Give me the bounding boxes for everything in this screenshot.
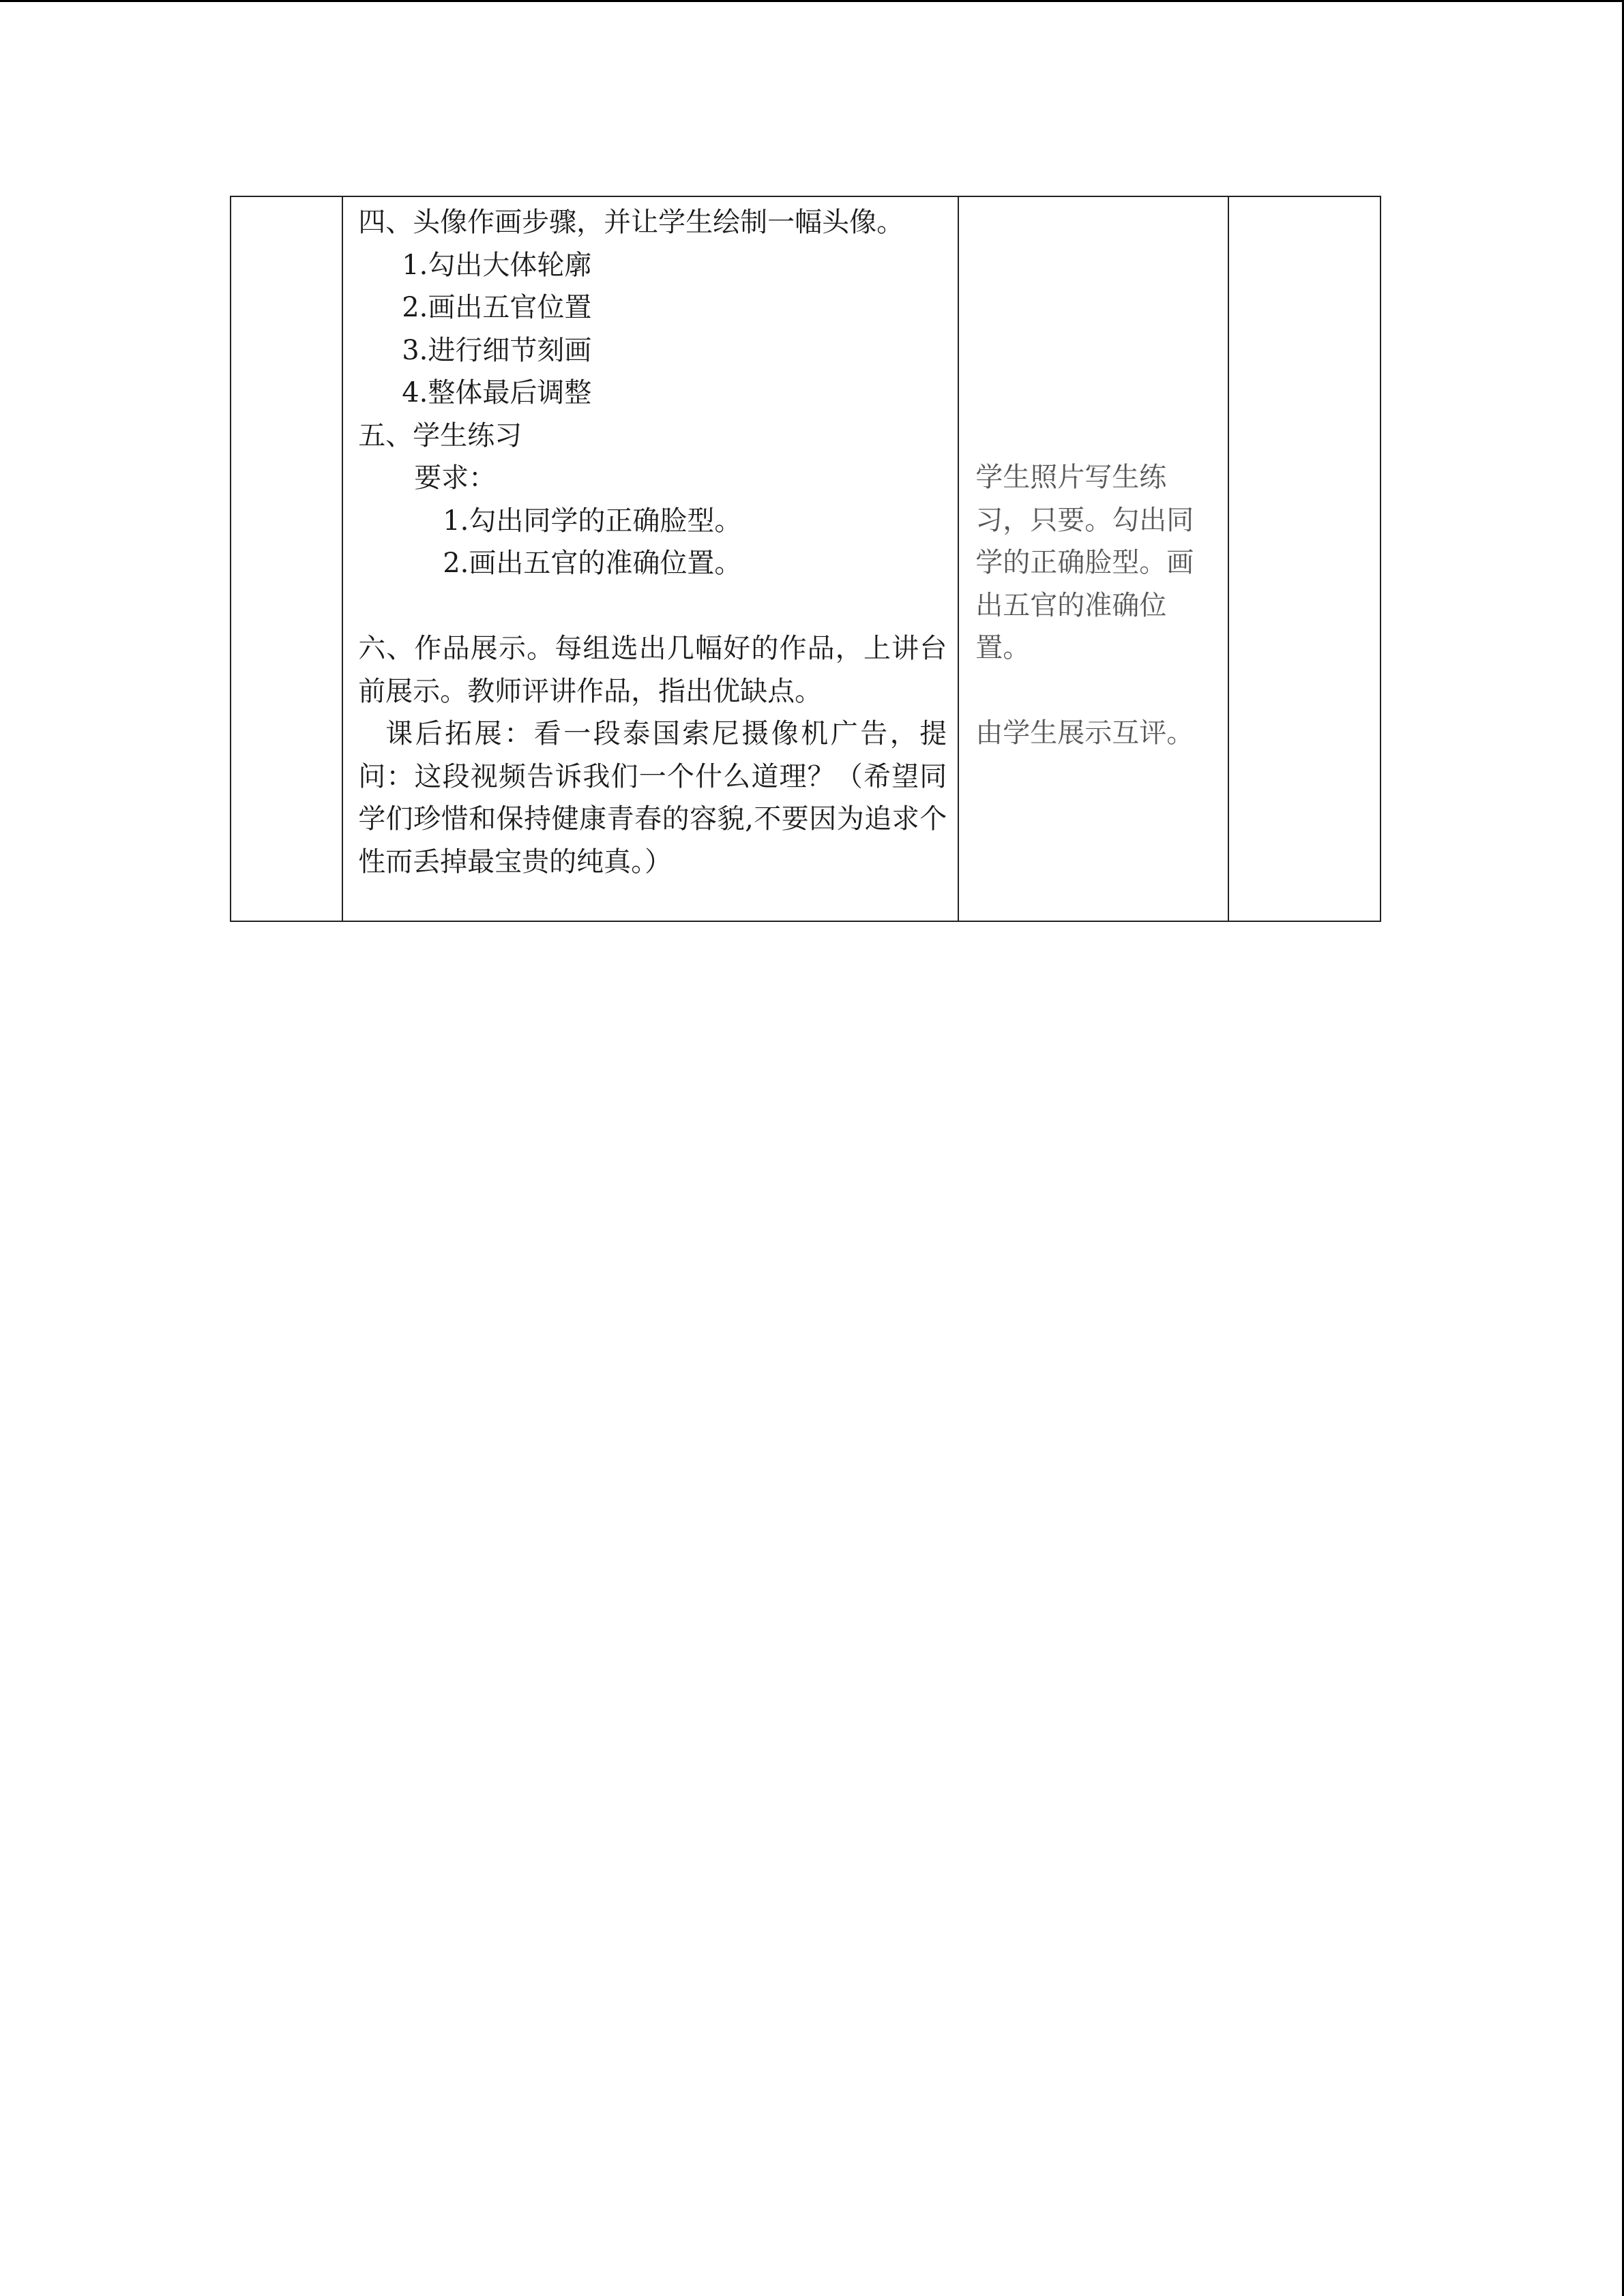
requirements-label: 要求：: [414, 462, 497, 494]
step-item: 1.勾出大体轮廓: [402, 249, 592, 281]
step-item: 2.画出五官位置: [402, 292, 592, 323]
remarks-cell: [1228, 196, 1381, 921]
spacer: [358, 585, 947, 628]
step-item: 4.整体最后调整: [402, 377, 592, 408]
page-border-top: [0, 0, 1624, 2]
steps-heading: 四、头像作画步骤，并让学生绘制一幅头像。: [358, 207, 904, 238]
table-row: [231, 196, 1381, 921]
display-note: 由学生展示互评。: [975, 717, 1194, 749]
stage-cell: [231, 196, 342, 921]
step-item: 3.进行细节刻画: [402, 334, 592, 366]
student-activity-cell: [958, 196, 1228, 921]
practice-note: 学生照片写生练习，只要。勾出同学的正确脸型。画出五官的准确位置。: [975, 462, 1194, 664]
requirement-item: 2.画出五官的准确位置。: [443, 548, 742, 579]
display-paragraph: 六、作品展示。每组选出几幅好的作品，上讲台前展示。教师评讲作品，指出优缺点。: [358, 633, 947, 707]
lesson-plan-table: [230, 196, 1381, 922]
spacer: [975, 670, 1216, 713]
extension-paragraph: 课后拓展：看一段泰国索尼摄像机广告，提问：这段视频告诉我们一个什么道理？（希望同学们珍惜和保持健康青春的容貌,不要因为追求个性而丢掉最宝贵的纯真。）: [358, 718, 947, 878]
spacer: [975, 197, 1216, 456]
requirement-item: 1.勾出同学的正确脸型。: [443, 505, 742, 537]
teaching-content-cell: [342, 196, 958, 921]
practice-heading: 五、学生练习: [358, 419, 522, 451]
